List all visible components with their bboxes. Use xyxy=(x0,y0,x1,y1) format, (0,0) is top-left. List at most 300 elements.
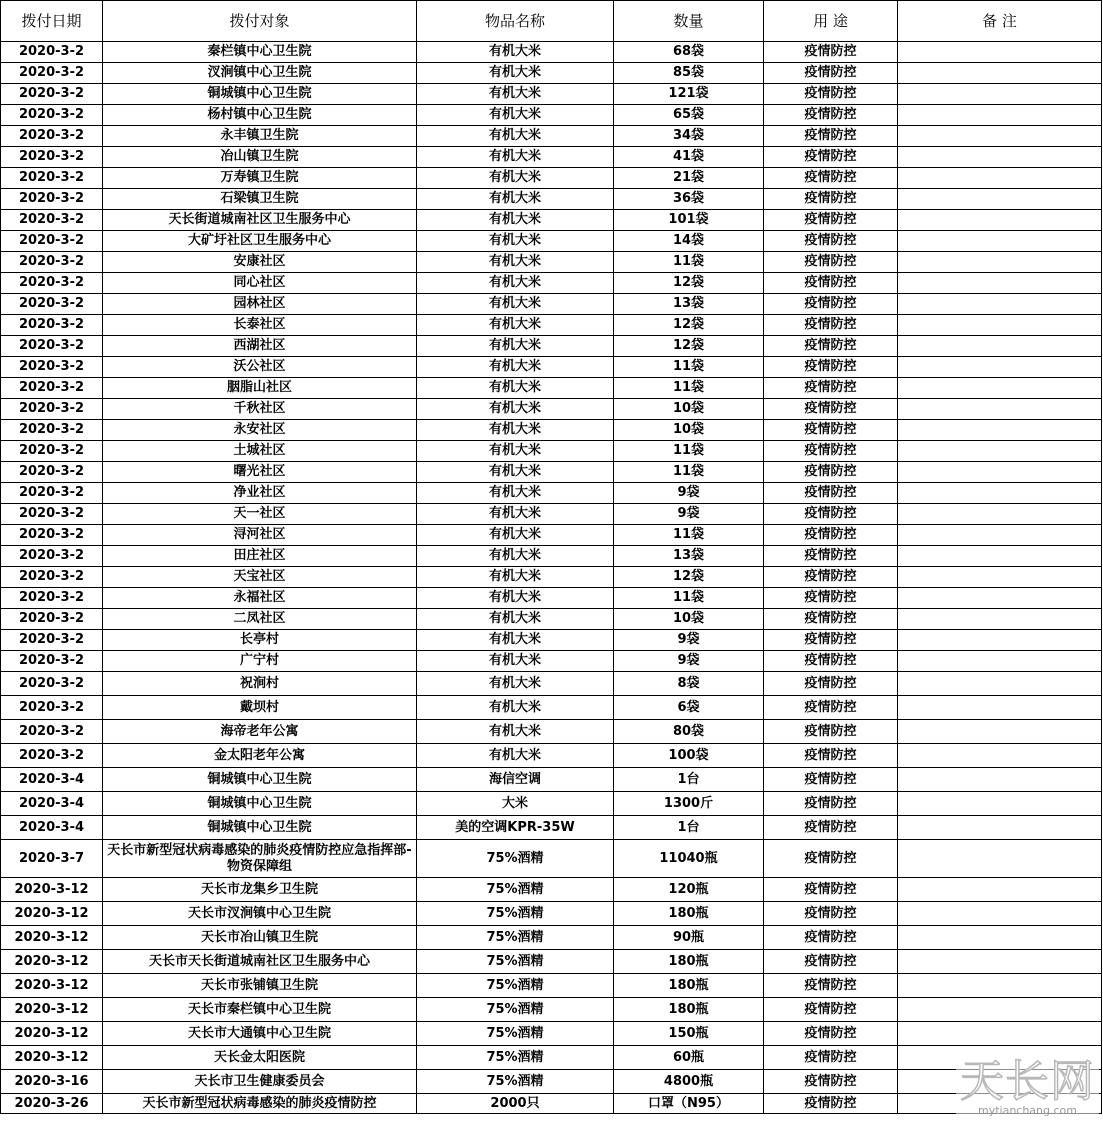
cell-item: 有机大米 xyxy=(417,567,614,588)
table-row xyxy=(1,902,1102,926)
cell-date: 2020-3-4 xyxy=(1,792,103,816)
cell-purpose: 疫情防控 xyxy=(764,768,898,792)
cell-date: 2020-3-12 xyxy=(1,1046,103,1070)
cell-purpose: 疫情防控 xyxy=(764,504,898,525)
cell-item: 有机大米 xyxy=(417,252,614,273)
cell-quantity: 1300斤 xyxy=(614,792,764,816)
cell-purpose: 疫情防控 xyxy=(764,651,898,672)
cell-date: 2020-3-2 xyxy=(1,84,103,105)
cell-quantity: 9袋 xyxy=(614,651,764,672)
cell-recipient: 沃公社区 xyxy=(103,357,417,378)
cell-purpose: 疫情防控 xyxy=(764,420,898,441)
table-row xyxy=(1,168,1102,189)
cell-quantity: 12袋 xyxy=(614,273,764,294)
cell-date: 2020-3-2 xyxy=(1,210,103,231)
table-row xyxy=(1,84,1102,105)
cell-remark xyxy=(898,126,1102,147)
cell-item: 有机大米 xyxy=(417,63,614,84)
table-row xyxy=(1,189,1102,210)
header-purpose: 用 途 xyxy=(764,1,898,42)
cell-date: 2020-3-4 xyxy=(1,816,103,840)
cell-quantity: 口罩（N95） xyxy=(614,1094,764,1114)
cell-purpose: 疫情防控 xyxy=(764,462,898,483)
cell-quantity: 180瓶 xyxy=(614,974,764,998)
cell-recipient: 长泰社区 xyxy=(103,315,417,336)
cell-quantity: 9袋 xyxy=(614,504,764,525)
cell-remark xyxy=(898,672,1102,696)
cell-quantity: 34袋 xyxy=(614,126,764,147)
cell-recipient: 石梁镇卫生院 xyxy=(103,189,417,210)
cell-recipient: 天长街道城南社区卫生服务中心 xyxy=(103,210,417,231)
cell-purpose: 疫情防控 xyxy=(764,630,898,651)
cell-item: 有机大米 xyxy=(417,483,614,504)
cell-recipient: 安康社区 xyxy=(103,252,417,273)
cell-quantity: 14袋 xyxy=(614,231,764,252)
table-row xyxy=(1,744,1102,768)
cell-purpose: 疫情防控 xyxy=(764,840,898,878)
cell-item: 有机大米 xyxy=(417,462,614,483)
cell-quantity: 11袋 xyxy=(614,588,764,609)
table-row xyxy=(1,567,1102,588)
cell-date: 2020-3-2 xyxy=(1,399,103,420)
cell-quantity: 85袋 xyxy=(614,63,764,84)
cell-quantity: 65袋 xyxy=(614,105,764,126)
cell-remark xyxy=(898,926,1102,950)
cell-purpose: 疫情防控 xyxy=(764,1022,898,1046)
cell-remark xyxy=(898,588,1102,609)
cell-item: 有机大米 xyxy=(417,696,614,720)
cell-quantity: 11袋 xyxy=(614,357,764,378)
cell-item: 有机大米 xyxy=(417,105,614,126)
cell-date: 2020-3-2 xyxy=(1,744,103,768)
table-row xyxy=(1,672,1102,696)
cell-date: 2020-3-26 xyxy=(1,1094,103,1114)
cell-date: 2020-3-2 xyxy=(1,252,103,273)
cell-purpose: 疫情防控 xyxy=(764,63,898,84)
cell-item: 有机大米 xyxy=(417,378,614,399)
cell-date: 2020-3-7 xyxy=(1,840,103,878)
cell-remark xyxy=(898,902,1102,926)
header-date: 拨付日期 xyxy=(1,1,103,42)
cell-quantity: 180瓶 xyxy=(614,950,764,974)
table-row xyxy=(1,231,1102,252)
cell-purpose: 疫情防控 xyxy=(764,84,898,105)
cell-date: 2020-3-2 xyxy=(1,696,103,720)
cell-item: 有机大米 xyxy=(417,231,614,252)
table-row xyxy=(1,504,1102,525)
cell-purpose: 疫情防控 xyxy=(764,974,898,998)
cell-item: 2000只 xyxy=(417,1094,614,1114)
cell-date: 2020-3-2 xyxy=(1,105,103,126)
cell-quantity: 180瓶 xyxy=(614,998,764,1022)
cell-quantity: 36袋 xyxy=(614,189,764,210)
watermark-logo: 天长网 xyxy=(960,1056,1095,1107)
cell-item: 美的空调KPR-35W xyxy=(417,816,614,840)
cell-quantity: 121袋 xyxy=(614,84,764,105)
cell-quantity: 11040瓶 xyxy=(614,840,764,878)
cell-quantity: 11袋 xyxy=(614,525,764,546)
cell-quantity: 41袋 xyxy=(614,147,764,168)
cell-purpose: 疫情防控 xyxy=(764,189,898,210)
cell-purpose: 疫情防控 xyxy=(764,231,898,252)
table-row xyxy=(1,630,1102,651)
table-row xyxy=(1,816,1102,840)
table-row xyxy=(1,609,1102,630)
cell-date: 2020-3-2 xyxy=(1,273,103,294)
table-row xyxy=(1,525,1102,546)
cell-quantity: 60瓶 xyxy=(614,1046,764,1070)
cell-recipient: 西湖社区 xyxy=(103,336,417,357)
cell-remark xyxy=(898,998,1102,1022)
cell-item: 有机大米 xyxy=(417,525,614,546)
cell-item: 有机大米 xyxy=(417,609,614,630)
cell-recipient: 天长市新型冠状病毒感染的肺炎疫情防控 xyxy=(103,1094,417,1114)
header-item: 物品名称 xyxy=(417,1,614,42)
cell-date: 2020-3-12 xyxy=(1,998,103,1022)
cell-purpose: 疫情防控 xyxy=(764,1046,898,1070)
cell-recipient: 二凤社区 xyxy=(103,609,417,630)
cell-purpose: 疫情防控 xyxy=(764,588,898,609)
cell-purpose: 疫情防控 xyxy=(764,42,898,63)
cell-purpose: 疫情防控 xyxy=(764,126,898,147)
cell-purpose: 疫情防控 xyxy=(764,273,898,294)
table-row xyxy=(1,210,1102,231)
cell-quantity: 150瓶 xyxy=(614,1022,764,1046)
cell-remark xyxy=(898,525,1102,546)
cell-quantity: 80袋 xyxy=(614,720,764,744)
cell-purpose: 疫情防控 xyxy=(764,926,898,950)
cell-date: 2020-3-2 xyxy=(1,231,103,252)
cell-recipient: 广宁村 xyxy=(103,651,417,672)
cell-quantity: 180瓶 xyxy=(614,902,764,926)
table-row xyxy=(1,950,1102,974)
cell-recipient: 田庄社区 xyxy=(103,546,417,567)
cell-recipient: 千秋社区 xyxy=(103,399,417,420)
cell-quantity: 4800瓶 xyxy=(614,1070,764,1094)
site-watermark xyxy=(956,1056,1099,1117)
cell-purpose: 疫情防控 xyxy=(764,294,898,315)
header-row xyxy=(1,1,1102,42)
cell-date: 2020-3-2 xyxy=(1,651,103,672)
cell-recipient: 天长市新型冠状病毒感染的肺炎疫情防控应急指挥部-物资保障组 xyxy=(103,840,417,878)
cell-remark xyxy=(898,378,1102,399)
cell-item: 有机大米 xyxy=(417,357,614,378)
table-row xyxy=(1,926,1102,950)
table-row xyxy=(1,315,1102,336)
cell-date: 2020-3-2 xyxy=(1,720,103,744)
cell-date: 2020-3-2 xyxy=(1,147,103,168)
cell-recipient: 天长市汊涧镇中心卫生院 xyxy=(103,902,417,926)
cell-purpose: 疫情防控 xyxy=(764,744,898,768)
cell-recipient: 天长市张铺镇卫生院 xyxy=(103,974,417,998)
cell-remark xyxy=(898,504,1102,525)
cell-recipient: 冶山镇卫生院 xyxy=(103,147,417,168)
cell-purpose: 疫情防控 xyxy=(764,546,898,567)
header-remark: 备 注 xyxy=(898,1,1102,42)
cell-purpose: 疫情防控 xyxy=(764,315,898,336)
cell-remark xyxy=(898,294,1102,315)
cell-recipient: 秦栏镇中心卫生院 xyxy=(103,42,417,63)
table-row xyxy=(1,357,1102,378)
cell-recipient: 天长市秦栏镇中心卫生院 xyxy=(103,998,417,1022)
table-row xyxy=(1,336,1102,357)
cell-purpose: 疫情防控 xyxy=(764,147,898,168)
cell-remark xyxy=(898,231,1102,252)
cell-recipient: 胭脂山社区 xyxy=(103,378,417,399)
table-row xyxy=(1,252,1102,273)
table-row xyxy=(1,840,1102,878)
header-recipient: 拨付对象 xyxy=(103,1,417,42)
cell-recipient: 铜城镇中心卫生院 xyxy=(103,816,417,840)
cell-purpose: 疫情防控 xyxy=(764,441,898,462)
cell-item: 有机大米 xyxy=(417,315,614,336)
cell-remark xyxy=(898,63,1102,84)
cell-date: 2020-3-2 xyxy=(1,462,103,483)
cell-remark xyxy=(898,720,1102,744)
cell-recipient: 天宝社区 xyxy=(103,567,417,588)
cell-quantity: 6袋 xyxy=(614,696,764,720)
cell-item: 有机大米 xyxy=(417,189,614,210)
cell-quantity: 101袋 xyxy=(614,210,764,231)
cell-date: 2020-3-2 xyxy=(1,441,103,462)
cell-remark xyxy=(898,273,1102,294)
cell-item: 有机大米 xyxy=(417,294,614,315)
cell-item: 有机大米 xyxy=(417,588,614,609)
cell-purpose: 疫情防控 xyxy=(764,998,898,1022)
cell-recipient: 铜城镇中心卫生院 xyxy=(103,768,417,792)
cell-item: 有机大米 xyxy=(417,126,614,147)
cell-recipient: 杨村镇中心卫生院 xyxy=(103,105,417,126)
cell-recipient: 同心社区 xyxy=(103,273,417,294)
cell-item: 75%酒精 xyxy=(417,998,614,1022)
cell-item: 75%酒精 xyxy=(417,1070,614,1094)
cell-quantity: 68袋 xyxy=(614,42,764,63)
cell-purpose: 疫情防控 xyxy=(764,357,898,378)
cell-remark xyxy=(898,42,1102,63)
cell-quantity: 10袋 xyxy=(614,420,764,441)
cell-quantity: 13袋 xyxy=(614,294,764,315)
cell-recipient: 土城社区 xyxy=(103,441,417,462)
table-row xyxy=(1,378,1102,399)
cell-quantity: 12袋 xyxy=(614,315,764,336)
cell-purpose: 疫情防控 xyxy=(764,336,898,357)
cell-purpose: 疫情防控 xyxy=(764,525,898,546)
cell-item: 75%酒精 xyxy=(417,878,614,902)
cell-remark xyxy=(898,147,1102,168)
cell-purpose: 疫情防控 xyxy=(764,399,898,420)
cell-item: 海信空调 xyxy=(417,768,614,792)
table-row xyxy=(1,588,1102,609)
table-row xyxy=(1,1022,1102,1046)
cell-date: 2020-3-2 xyxy=(1,525,103,546)
cell-recipient: 园林社区 xyxy=(103,294,417,315)
watermark-url: mytianchang.com xyxy=(977,1104,1077,1117)
cell-remark xyxy=(898,567,1102,588)
cell-quantity: 11袋 xyxy=(614,441,764,462)
cell-item: 有机大米 xyxy=(417,441,614,462)
header-quantity: 数量 xyxy=(614,1,764,42)
cell-recipient: 戴坝村 xyxy=(103,696,417,720)
cell-recipient: 天长市卫生健康委员会 xyxy=(103,1070,417,1094)
cell-date: 2020-3-2 xyxy=(1,63,103,84)
cell-purpose: 疫情防控 xyxy=(764,902,898,926)
cell-date: 2020-3-2 xyxy=(1,336,103,357)
cell-purpose: 疫情防控 xyxy=(764,105,898,126)
cell-remark xyxy=(898,84,1102,105)
table-row xyxy=(1,42,1102,63)
table-row xyxy=(1,105,1102,126)
table-row xyxy=(1,1046,1102,1070)
cell-quantity: 90瓶 xyxy=(614,926,764,950)
cell-quantity: 11袋 xyxy=(614,378,764,399)
cell-item: 75%酒精 xyxy=(417,950,614,974)
cell-remark xyxy=(898,816,1102,840)
cell-purpose: 疫情防控 xyxy=(764,483,898,504)
cell-quantity: 1台 xyxy=(614,768,764,792)
table-row xyxy=(1,651,1102,672)
cell-recipient: 曙光社区 xyxy=(103,462,417,483)
table-row xyxy=(1,420,1102,441)
cell-quantity: 8袋 xyxy=(614,672,764,696)
cell-remark xyxy=(898,792,1102,816)
cell-quantity: 12袋 xyxy=(614,567,764,588)
cell-item: 75%酒精 xyxy=(417,974,614,998)
cell-remark xyxy=(898,950,1102,974)
table-row xyxy=(1,462,1102,483)
cell-purpose: 疫情防控 xyxy=(764,878,898,902)
cell-date: 2020-3-2 xyxy=(1,189,103,210)
cell-purpose: 疫情防控 xyxy=(764,792,898,816)
cell-item: 75%酒精 xyxy=(417,926,614,950)
cell-remark xyxy=(898,878,1102,902)
table-row xyxy=(1,998,1102,1022)
cell-recipient: 长亭村 xyxy=(103,630,417,651)
cell-recipient: 大矿圩社区卫生服务中心 xyxy=(103,231,417,252)
cell-purpose: 疫情防控 xyxy=(764,1094,898,1114)
cell-purpose: 疫情防控 xyxy=(764,378,898,399)
table-row xyxy=(1,768,1102,792)
cell-recipient: 天长金太阳医院 xyxy=(103,1046,417,1070)
cell-item: 有机大米 xyxy=(417,210,614,231)
table-row xyxy=(1,792,1102,816)
table-row xyxy=(1,441,1102,462)
cell-remark xyxy=(898,840,1102,878)
cell-date: 2020-3-2 xyxy=(1,168,103,189)
cell-date: 2020-3-12 xyxy=(1,1022,103,1046)
cell-date: 2020-3-12 xyxy=(1,950,103,974)
cell-remark xyxy=(898,696,1102,720)
cell-quantity: 120瓶 xyxy=(614,878,764,902)
cell-remark xyxy=(898,315,1102,336)
cell-item: 有机大米 xyxy=(417,651,614,672)
cell-date: 2020-3-2 xyxy=(1,42,103,63)
table-row xyxy=(1,974,1102,998)
cell-date: 2020-3-2 xyxy=(1,315,103,336)
cell-date: 2020-3-16 xyxy=(1,1070,103,1094)
cell-quantity: 9袋 xyxy=(614,483,764,504)
cell-remark xyxy=(898,974,1102,998)
cell-remark xyxy=(898,546,1102,567)
table-row xyxy=(1,483,1102,504)
cell-purpose: 疫情防控 xyxy=(764,252,898,273)
table-row xyxy=(1,878,1102,902)
cell-quantity: 10袋 xyxy=(614,609,764,630)
cell-purpose: 疫情防控 xyxy=(764,1070,898,1094)
cell-recipient: 天长市天长街道城南社区卫生服务中心 xyxy=(103,950,417,974)
cell-purpose: 疫情防控 xyxy=(764,609,898,630)
cell-item: 有机大米 xyxy=(417,42,614,63)
cell-date: 2020-3-2 xyxy=(1,588,103,609)
cell-remark xyxy=(898,336,1102,357)
cell-date: 2020-3-2 xyxy=(1,483,103,504)
cell-date: 2020-3-2 xyxy=(1,378,103,399)
cell-purpose: 疫情防控 xyxy=(764,720,898,744)
cell-remark xyxy=(898,210,1102,231)
cell-quantity: 13袋 xyxy=(614,546,764,567)
cell-recipient: 天长市冶山镇卫生院 xyxy=(103,926,417,950)
cell-recipient: 万寿镇卫生院 xyxy=(103,168,417,189)
cell-date: 2020-3-12 xyxy=(1,974,103,998)
cell-date: 2020-3-2 xyxy=(1,609,103,630)
table-body xyxy=(1,42,1102,1114)
cell-purpose: 疫情防控 xyxy=(764,210,898,231)
table-row xyxy=(1,1094,1102,1114)
cell-recipient: 祝涧村 xyxy=(103,672,417,696)
cell-quantity: 11袋 xyxy=(614,252,764,273)
cell-item: 75%酒精 xyxy=(417,840,614,878)
cell-recipient: 天长市大通镇中心卫生院 xyxy=(103,1022,417,1046)
cell-purpose: 疫情防控 xyxy=(764,672,898,696)
cell-item: 有机大米 xyxy=(417,273,614,294)
cell-date: 2020-3-2 xyxy=(1,357,103,378)
cell-item: 有机大米 xyxy=(417,420,614,441)
cell-quantity: 11袋 xyxy=(614,462,764,483)
cell-remark xyxy=(898,630,1102,651)
cell-recipient: 永安社区 xyxy=(103,420,417,441)
cell-date: 2020-3-2 xyxy=(1,546,103,567)
cell-remark xyxy=(898,651,1102,672)
table-row xyxy=(1,147,1102,168)
cell-recipient: 铜城镇中心卫生院 xyxy=(103,84,417,105)
cell-recipient: 净业社区 xyxy=(103,483,417,504)
cell-quantity: 100袋 xyxy=(614,744,764,768)
cell-item: 大米 xyxy=(417,792,614,816)
cell-item: 有机大米 xyxy=(417,630,614,651)
cell-recipient: 天长市龙集乡卫生院 xyxy=(103,878,417,902)
cell-purpose: 疫情防控 xyxy=(764,168,898,189)
cell-remark xyxy=(898,252,1102,273)
cell-item: 75%酒精 xyxy=(417,1022,614,1046)
cell-date: 2020-3-2 xyxy=(1,126,103,147)
cell-item: 有机大米 xyxy=(417,84,614,105)
cell-remark xyxy=(898,168,1102,189)
cell-date: 2020-3-12 xyxy=(1,878,103,902)
cell-purpose: 疫情防控 xyxy=(764,950,898,974)
table-row xyxy=(1,273,1102,294)
cell-quantity: 10袋 xyxy=(614,399,764,420)
cell-remark xyxy=(898,105,1102,126)
cell-item: 有机大米 xyxy=(417,168,614,189)
cell-date: 2020-3-12 xyxy=(1,902,103,926)
cell-item: 75%酒精 xyxy=(417,1046,614,1070)
cell-item: 有机大米 xyxy=(417,546,614,567)
cell-remark xyxy=(898,399,1102,420)
cell-purpose: 疫情防控 xyxy=(764,696,898,720)
table-row xyxy=(1,720,1102,744)
cell-item: 有机大米 xyxy=(417,744,614,768)
cell-item: 75%酒精 xyxy=(417,902,614,926)
cell-date: 2020-3-2 xyxy=(1,294,103,315)
